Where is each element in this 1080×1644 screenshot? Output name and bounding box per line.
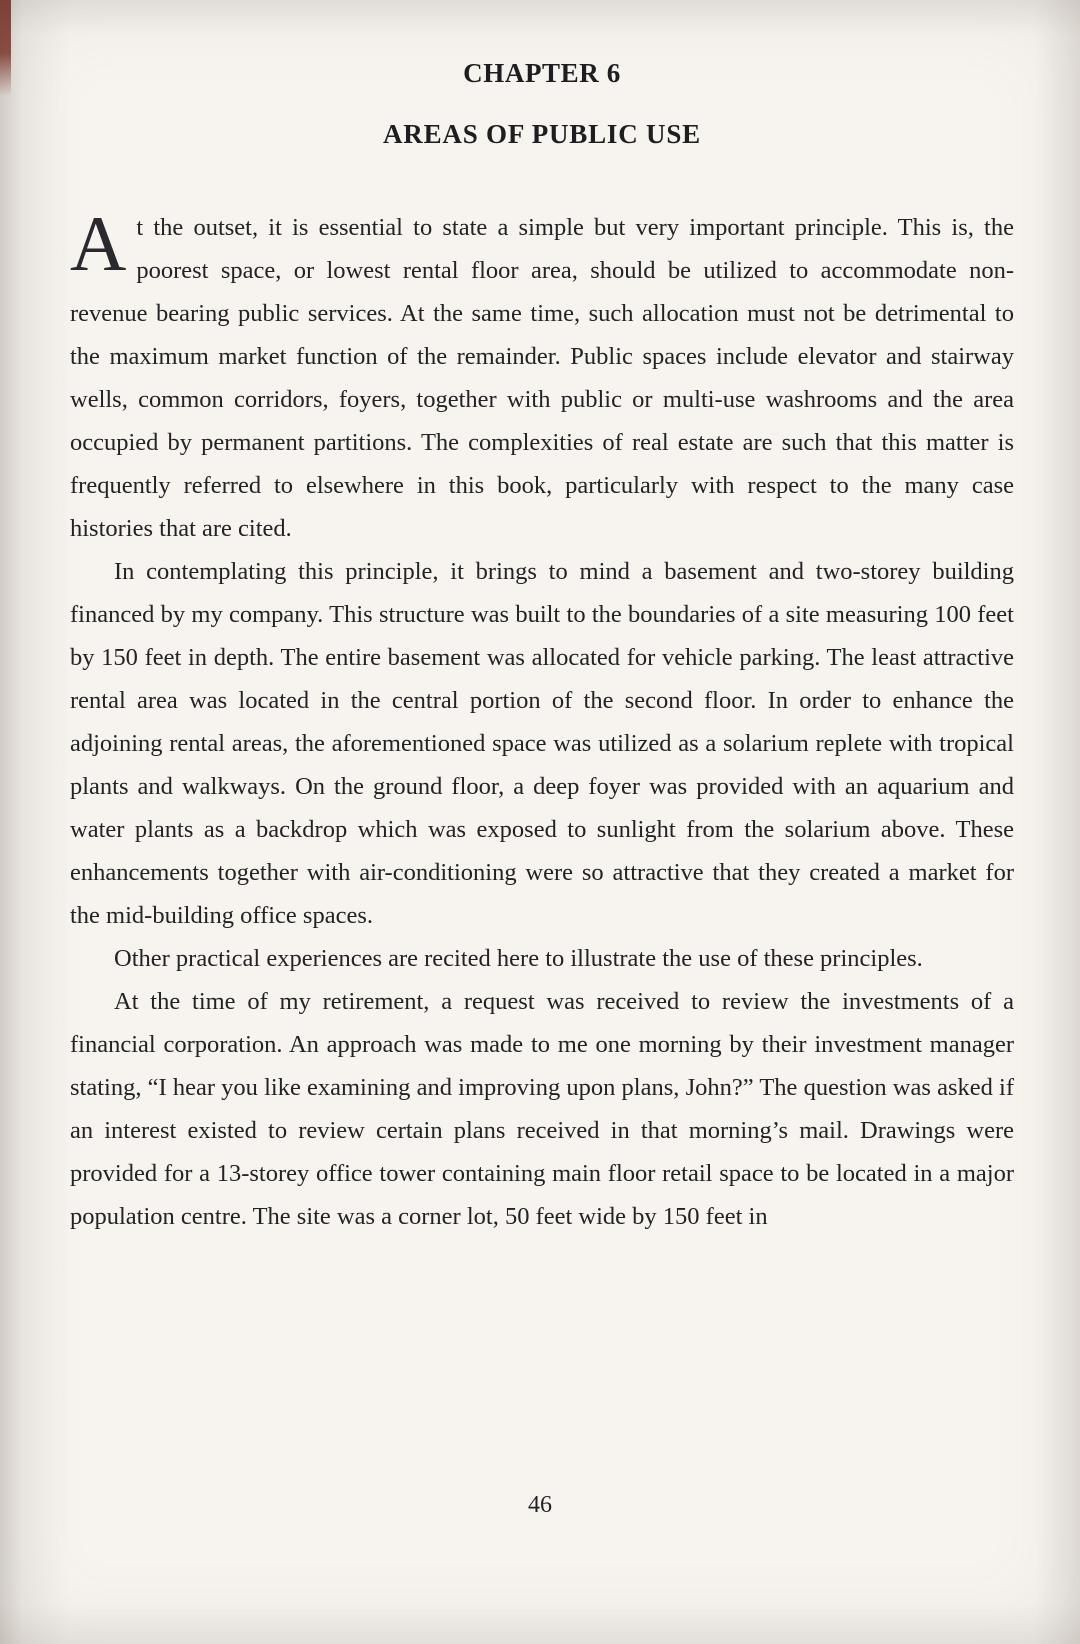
paragraph-3: Other practical experiences are recited here to illustrate the use of these principles. [114,945,923,972]
paragraph-1 [70,200,1014,550]
page-content [70,0,1014,1238]
chapter-heading: CHAPTER 6 [463,58,621,88]
page-number: 46 [528,1492,552,1518]
drop-cap: A [70,200,127,287]
paragraph-2: In contemplating this principle, it brings to mind a basement and two-storey building financed by my company. This structure was built to the boundaries of a site measuring 100 feet by 150 feet in depth. The entire basement was allocated for vehicle parking. The least attractive rental area was located in the central portion of the second floor. In order to enhance the adjoining rental areas, the aforementioned space was utilized as a solarium replete with tropical plants and walkways. On the ground floor, a deep foyer was provided with an aquarium and water plants as a backdrop which was exposed to sunlight from the solarium above. These enhancements together with air-conditioning were so attractive that they created a market for the mid-building office spaces. [70,558,1014,929]
paragraph-1-text: t the outset, it is essential to state a simple but very important principle. This is, the poorest space, or lowest rental floor area, should be utilized to accommodate non-revenue bearing public services. At the same time, such allocation must not be detrimental to the maximum market function of the remainder. Public spaces include elevator and stairway wells, common corridors, foyers, together with public or multi-use washrooms and the area occupied by permanent partitions. The complexities of real estate are such that this matter is frequently referred to elsewhere in this book, particularly with respect to the many case histories that are cited. [70,214,1014,542]
body-text [70,200,1014,1238]
scan-spine-artifact [0,0,11,96]
page-title: AREAS OF PUBLIC USE [382,119,701,149]
paragraph-4: At the time of my retirement, a request was received to review the investments of a financial corporation. An approach was made to me one morning by their investment manager stating, “I hear you like examining and improving upon plans, John?” The question was asked if an interest existed to review certain plans received in that morning’s mail. Drawings were provided for a 13-storey office tower containing main floor retail space to be located in a major population centre. The site was a corner lot, 50 feet wide by 150 feet in [70,988,1014,1230]
